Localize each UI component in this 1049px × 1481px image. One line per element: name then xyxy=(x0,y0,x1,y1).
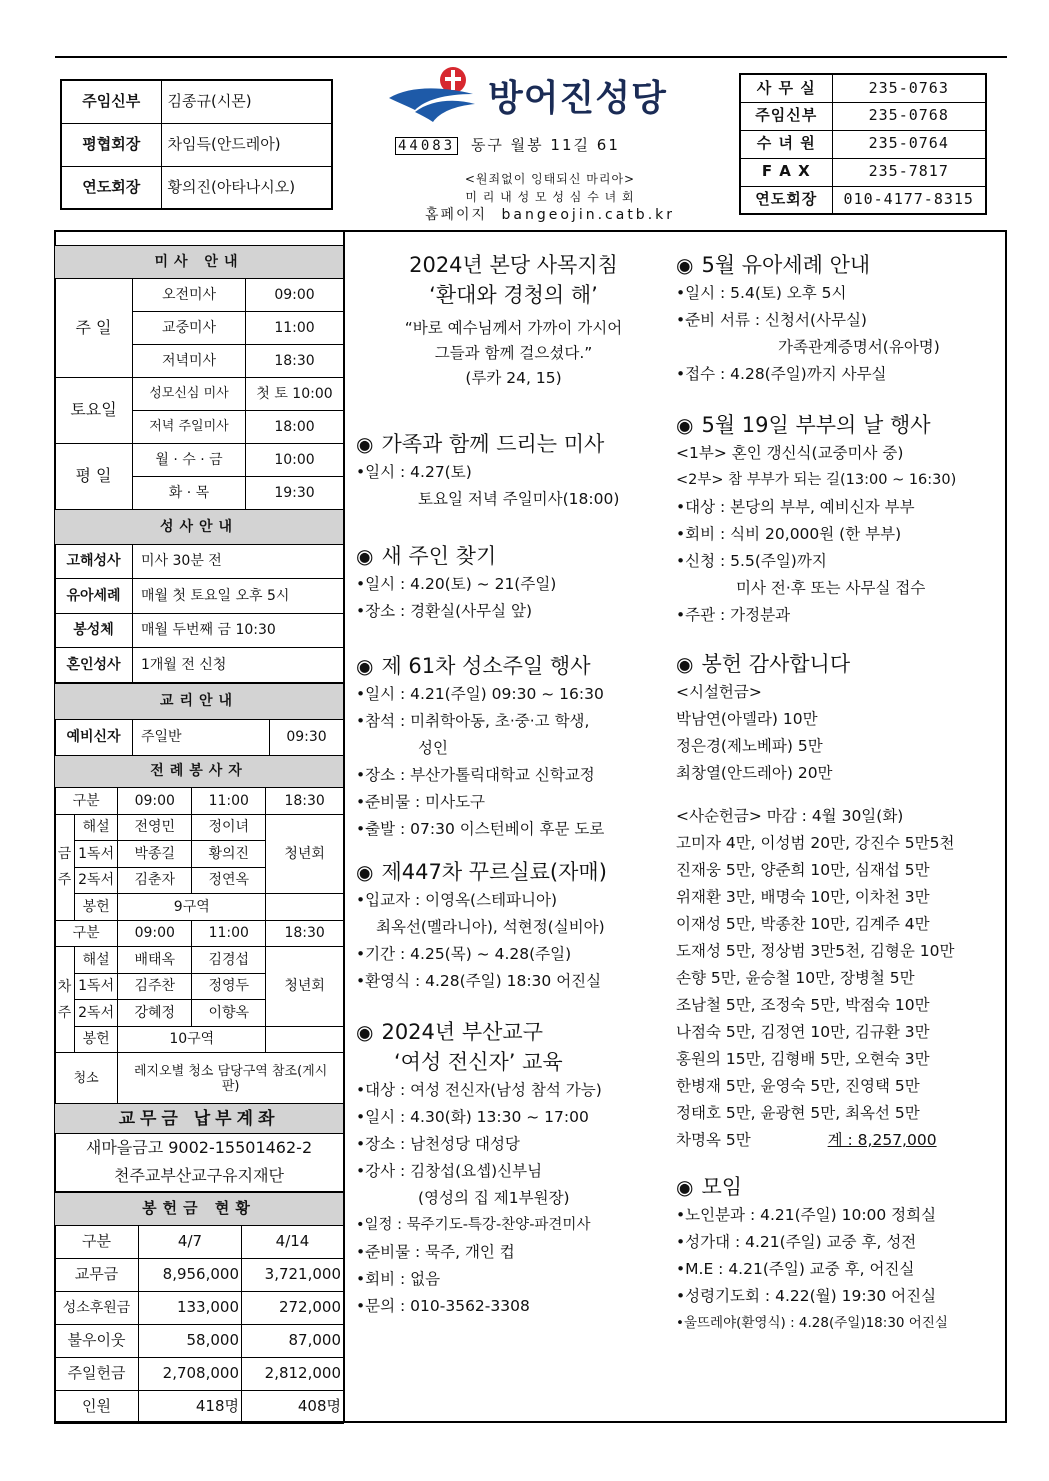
mass-time: 첫 토 10:00 xyxy=(246,378,344,411)
cursillo-title: 제447차 꾸르실료(자매) xyxy=(381,860,607,884)
server-name: 김춘자 xyxy=(118,867,192,894)
mass-time: 18:30 xyxy=(246,345,344,378)
donor-line: 나점숙 5만, 김정연 10만, 김규환 3만 xyxy=(676,1023,930,1041)
donor-line: 진재웅 5만, 양준희 10만, 심재섭 5만 xyxy=(676,861,930,879)
donor-line: 고미자 4만, 이성범 20만, 강진수 5만5천 xyxy=(676,834,955,852)
blank-cell xyxy=(266,894,344,921)
offerings-header: 구분 xyxy=(55,1226,139,1259)
vocation-line: •참석 : 미취학아동, 초·중·고 학생, xyxy=(356,712,590,730)
contact-label: 사 무 실 xyxy=(740,74,832,102)
bank-account: 새마을금고 9002-15501462-2 xyxy=(85,1138,313,1157)
cleaning-text: 레지오별 청소 담당구역 참조(게시판) xyxy=(118,1053,344,1107)
family-mass-line: •일시 : 4.27(토) xyxy=(356,463,472,481)
contact-number: 010-4177-8315 xyxy=(832,186,986,214)
offering-amount: 87,000 xyxy=(242,1325,344,1358)
meeting-line: •노인분과 : 4.21(주일) 10:00 정희실 xyxy=(676,1206,937,1224)
servers-col-label: 구분 xyxy=(55,788,118,815)
education-line: •일시 : 4.30(화) 13:30 ~ 17:00 xyxy=(356,1108,589,1126)
mass-name: 저녁 주일미사 xyxy=(133,411,246,444)
mass-name: 월 · 수 · 금 xyxy=(133,444,246,477)
sacrament-label: 봉성체 xyxy=(55,613,133,648)
donor-line: 정태호 5만, 윤광현 5만, 최옥선 5만 xyxy=(676,1104,920,1122)
doctrine-label: 예비신자 xyxy=(55,720,133,756)
couples-day-line: 미사 전·후 또는 사무실 접수 xyxy=(736,579,926,597)
education-heading xyxy=(356,1017,671,1047)
education-line: (영성의 집 제1부원장) xyxy=(418,1189,570,1207)
servers-title: 전례봉사자 xyxy=(55,756,344,788)
contact-label: 수 녀 원 xyxy=(740,130,832,158)
middle-column xyxy=(356,250,671,1320)
church-logo-icon xyxy=(385,64,485,130)
blank-cell xyxy=(266,1026,344,1053)
server-name: 전영민 xyxy=(118,814,192,841)
offerings-header: 4/14 xyxy=(242,1226,344,1259)
cleaning-label: 청소 xyxy=(55,1053,118,1107)
vocation-title: 제 61차 성소주일 행사 xyxy=(381,654,591,678)
mass-day: 주 일 xyxy=(55,279,133,378)
thanks-title: 봉헌 감사합니다 xyxy=(701,652,851,676)
server-name: 김경섭 xyxy=(192,947,266,974)
mass-name: 오전미사 xyxy=(133,279,246,312)
mass-title: 미사 안내 xyxy=(55,246,344,279)
servers-time: 11:00 xyxy=(192,920,266,947)
mass-time: 10:00 xyxy=(246,444,344,477)
sacrament-label: 고해성사 xyxy=(55,544,133,579)
servers-time: 18:30 xyxy=(266,920,344,947)
mass-time: 18:00 xyxy=(246,411,344,444)
server-role: 해설 xyxy=(75,814,118,841)
address-line xyxy=(395,134,620,155)
offering-category: 성소후원금 xyxy=(55,1292,139,1325)
baptism-line: •접수 : 4.28(주일)까지 사무실 xyxy=(676,365,887,383)
staff-label: 연도회장 xyxy=(61,166,161,209)
right-column xyxy=(676,250,1001,1337)
bullet-icon: ◉ xyxy=(356,432,374,456)
education-title: 2024년 부산교구 xyxy=(381,1020,544,1044)
education-line: •대상 : 여성 전신자(남성 참석 가능) xyxy=(356,1081,602,1099)
donor-last-line xyxy=(676,1127,1001,1154)
donor-line: 박남연(아델라) 10만 xyxy=(676,710,818,728)
server-role: 2독서 xyxy=(75,1000,118,1027)
baptism-line: •일시 : 5.4(토) 오후 5시 xyxy=(676,284,847,302)
bank-account-box xyxy=(54,1103,344,1192)
cursillo-line: •입교자 : 이영옥(스테파니아) xyxy=(356,891,558,909)
staff-label: 주임신부 xyxy=(61,80,161,123)
education-line: •장소 : 남천성당 대성당 xyxy=(356,1135,520,1153)
doctrine-time: 09:30 xyxy=(270,720,344,756)
server-name: 이향옥 xyxy=(192,1000,266,1027)
meeting-line: •성령기도회 : 4.22(월) 19:30 어진실 xyxy=(676,1287,937,1305)
staff-label: 평협회장 xyxy=(61,123,161,166)
donor-line: 이재성 5만, 박종찬 10만, 김계주 4만 xyxy=(676,915,930,933)
cursillo-line: 최옥선(멜라니아), 석현정(실비아) xyxy=(376,918,605,936)
couples-day-line: •회비 : 식비 20,000원 (한 부부) xyxy=(676,525,902,543)
homepage-label: 홈페이지 xyxy=(424,207,488,223)
doctrine-title: 교리안내 xyxy=(55,684,344,720)
offering-amount: 8,956,000 xyxy=(139,1259,242,1292)
donor-line: 조남철 5만, 조정숙 5만, 박점숙 10만 xyxy=(676,996,930,1014)
homepage-link[interactable]: bangeojin.catb.kr xyxy=(501,207,676,223)
education-line: •문의 : 010-3562-3308 xyxy=(356,1297,530,1315)
bullet-icon: ◉ xyxy=(356,860,374,884)
couples-day-title: 5월 19일 부부의 날 행사 xyxy=(701,413,931,437)
facility-label: <시설헌금> xyxy=(676,683,762,701)
server-name: 김주찬 xyxy=(118,973,192,1000)
mass-name: 화 · 목 xyxy=(133,477,246,510)
next-week-label: 차주 xyxy=(55,947,75,1053)
new-owner-title: 새 주인 찾기 xyxy=(381,544,497,568)
thanks-heading xyxy=(676,649,1001,679)
quote-ref: (루카 24, 15) xyxy=(465,369,562,387)
lent-offering-label: <사순헌금> 마감 : 4월 30일(화) xyxy=(676,807,904,825)
contact-number: 235-0763 xyxy=(832,74,986,102)
vocation-line: •장소 : 부산가톨릭대학교 신학교정 xyxy=(356,766,595,784)
education-line: •준비물 : 묵주, 개인 컵 xyxy=(356,1243,515,1261)
family-mass-heading xyxy=(356,429,671,459)
server-role: 2독서 xyxy=(75,867,118,894)
this-week-label: 금주 xyxy=(55,814,75,920)
offering-amount: 2,812,000 xyxy=(242,1358,344,1391)
header-rule xyxy=(55,56,1007,58)
sacrament-title: 성사안내 xyxy=(55,510,344,545)
mass-day: 평 일 xyxy=(55,444,133,510)
baptism-line: •준비 서류 : 신청서(사무실) xyxy=(676,311,867,329)
cursillo-line: •환영식 : 4.28(주일) 18:30 어진실 xyxy=(356,972,602,990)
vocation-line: •출발 : 07:30 이스턴베이 후문 도로 xyxy=(356,820,605,838)
servers-time: 09:00 xyxy=(118,788,192,815)
donor-line: 홍원의 15만, 김형배 5만, 오현숙 3만 xyxy=(676,1050,930,1068)
servers-time: 09:00 xyxy=(118,920,192,947)
couples-day-line: •주관 : 가정분과 xyxy=(676,606,791,624)
contact-number: 235-0768 xyxy=(832,102,986,130)
quote-line: 그들과 함께 걸으셨다.” xyxy=(434,344,593,362)
education-line: •일정 : 묵주기도-특강-찬양-파견미사 xyxy=(356,1217,591,1233)
offerings-header: 4/7 xyxy=(139,1226,242,1259)
address-text: 동구 월봉 11길 61 xyxy=(470,136,620,154)
doctrine-table xyxy=(54,683,344,756)
motto-line: 미 리 내 성 모 성 심 수 녀 회 xyxy=(465,190,635,204)
quote-line: “바로 예수님께서 가까이 가시어 xyxy=(404,319,623,337)
scripture-quote xyxy=(356,316,671,391)
new-owner-line: •장소 : 경환실(사무실 앞) xyxy=(356,602,532,620)
homepage-line xyxy=(380,206,720,224)
postal-code: 44083 xyxy=(395,137,458,155)
bank-title: 교무금 납부계좌 xyxy=(55,1104,343,1134)
bullet-icon: ◉ xyxy=(676,1175,694,1199)
meetings-title: 모임 xyxy=(701,1175,743,1199)
staff-value: 차임득(안드레아) xyxy=(161,123,332,166)
donation-total: 계 : 8,257,000 xyxy=(827,1131,937,1149)
motto-block xyxy=(380,170,720,224)
mass-name: 교중미사 xyxy=(133,312,246,345)
couples-day-line: <1부> 혼인 갱신식(교중미사 중) xyxy=(676,444,904,462)
server-name: 정영두 xyxy=(192,973,266,1000)
servers-col-label: 구분 xyxy=(55,920,118,947)
pastoral-title: 2024년 본당 사목지침 xyxy=(409,253,618,277)
offering-category: 인원 xyxy=(55,1391,139,1424)
offering-category: 불우이웃 xyxy=(55,1325,139,1358)
couples-day-line: <2부> 참 부부가 되는 길(13:00 ~ 16:30) xyxy=(676,472,957,488)
meeting-line: •M.E : 4.21(주일) 교중 후, 어진실 xyxy=(676,1260,915,1278)
servers-time: 11:00 xyxy=(192,788,266,815)
servers-time: 18:30 xyxy=(266,788,344,815)
offerings-title: 봉헌금 현황 xyxy=(55,1193,344,1226)
baptism-title: 5월 유아세례 안내 xyxy=(701,253,871,277)
server-name: 박종길 xyxy=(118,841,192,868)
cursillo-line: •기간 : 4.25(목) ~ 4.28(주일) xyxy=(356,945,572,963)
vocation-line: •준비물 : 미사도구 xyxy=(356,793,486,811)
offering-amount: 2,708,000 xyxy=(139,1358,242,1391)
mass-time: 19:30 xyxy=(246,477,344,510)
server-name: 배태옥 xyxy=(118,947,192,974)
donor-line: 도재성 5만, 정상범 3만5천, 김형운 10만 xyxy=(676,942,955,960)
server-role: 해설 xyxy=(75,947,118,974)
mass-schedule-table xyxy=(54,245,344,510)
offering-district: 10구역 xyxy=(118,1026,266,1053)
contact-label: 연도회장 xyxy=(740,186,832,214)
contact-number: 235-7817 xyxy=(832,158,986,186)
church-name: 방어진성당 xyxy=(488,78,667,119)
youth-group: 청년회 xyxy=(266,814,344,894)
contact-label: F A X xyxy=(740,158,832,186)
server-name: 정연옥 xyxy=(192,867,266,894)
pastoral-subtitle: ‘환대와 경청의 해’ xyxy=(429,283,598,307)
mass-name: 성모신심 미사 xyxy=(133,378,246,411)
bullet-icon: ◉ xyxy=(356,1020,374,1044)
donor-line: 차명옥 5만 xyxy=(676,1131,751,1149)
bank-holder: 천주교부산교구유지재단 xyxy=(113,1166,285,1185)
mass-time: 11:00 xyxy=(246,312,344,345)
donor-line: 한병재 5만, 윤영숙 5만, 진영택 5만 xyxy=(676,1077,920,1095)
sacrament-label: 혼인성사 xyxy=(55,648,133,683)
education-line: •회비 : 없음 xyxy=(356,1270,441,1288)
doctrine-class: 주일반 xyxy=(133,720,270,756)
offering-amount: 58,000 xyxy=(139,1325,242,1358)
offering-category: 교무금 xyxy=(55,1259,139,1292)
offering-amount: 418명 xyxy=(139,1391,242,1424)
offering-amount: 3,721,000 xyxy=(242,1259,344,1292)
staff-table xyxy=(60,79,333,210)
server-name: 황의진 xyxy=(192,841,266,868)
offering-amount: 133,000 xyxy=(139,1292,242,1325)
meeting-line: •성가대 : 4.21(주일) 교중 후, 성전 xyxy=(676,1233,917,1251)
donor-line: 정은경(제노베파) 5만 xyxy=(676,737,823,755)
baptism-heading xyxy=(676,250,1001,280)
vocation-line: •일시 : 4.21(주일) 09:30 ~ 16:30 xyxy=(356,685,604,703)
server-role: 1독서 xyxy=(75,841,118,868)
mass-time: 09:00 xyxy=(246,279,344,312)
baptism-line: 가족관계증명서(유아명) xyxy=(778,338,940,356)
donor-line: 최창열(안드레아) 20만 xyxy=(676,764,833,782)
contact-label: 주임신부 xyxy=(740,102,832,130)
family-mass-line: 토요일 저녁 주일미사(18:00) xyxy=(418,490,620,508)
server-role: 봉헌 xyxy=(75,1026,118,1053)
vocation-heading xyxy=(356,651,671,681)
offering-category: 주일헌금 xyxy=(55,1358,139,1391)
new-owner-heading xyxy=(356,541,671,571)
staff-value: 김종규(시몬) xyxy=(161,80,332,123)
sacrament-value: 미사 30분 전 xyxy=(133,544,344,579)
bullet-icon: ◉ xyxy=(356,654,374,678)
mass-day: 토요일 xyxy=(55,378,133,444)
donor-line: 손향 5만, 윤승철 10만, 장병철 5만 xyxy=(676,969,915,987)
sacrament-value: 매월 두번째 금 10:30 xyxy=(133,613,344,648)
server-name: 강혜정 xyxy=(118,1000,192,1027)
couples-day-line: •신청 : 5.5(주일)까지 xyxy=(676,552,827,570)
sacrament-value: 1개월 전 신청 xyxy=(133,648,344,683)
meeting-line: •울뜨레야(환영식) : 4.28(주일)18:30 어진실 xyxy=(676,1315,948,1331)
family-mass-title: 가족과 함께 드리는 미사 xyxy=(381,432,605,456)
staff-value: 황의진(아타나시오) xyxy=(161,166,332,209)
bullet-icon: ◉ xyxy=(676,253,694,277)
liturgy-servers-table xyxy=(54,755,344,1107)
mass-name: 저녁미사 xyxy=(133,345,246,378)
offering-district: 9구역 xyxy=(118,894,266,921)
offerings-table xyxy=(54,1192,344,1424)
meetings-heading xyxy=(676,1172,1001,1202)
bullet-icon: ◉ xyxy=(356,544,374,568)
sacrament-table xyxy=(54,509,344,683)
youth-group: 청년회 xyxy=(266,947,344,1027)
motto-line: <원죄없이 잉태되신 마리아> xyxy=(464,172,636,186)
cursillo-heading xyxy=(356,857,671,887)
sacrament-value: 매월 첫 토요일 오후 5시 xyxy=(133,579,344,614)
new-owner-line: •일시 : 4.20(토) ~ 21(주일) xyxy=(356,575,557,593)
donor-line: 위재환 3만, 배명숙 10만, 이차천 3만 xyxy=(676,888,930,906)
bullet-icon: ◉ xyxy=(676,413,694,437)
server-role: 봉헌 xyxy=(75,894,118,921)
bullet-icon: ◉ xyxy=(676,652,694,676)
vocation-line: 성인 xyxy=(418,739,448,757)
education-subtitle: ‘여성 전신자’ 교육 xyxy=(394,1050,563,1074)
couples-day-line: •대상 : 본당의 부부, 예비신자 부부 xyxy=(676,498,915,516)
sacrament-label: 유아세례 xyxy=(55,579,133,614)
server-role: 1독서 xyxy=(75,973,118,1000)
offering-amount: 272,000 xyxy=(242,1292,344,1325)
contact-table xyxy=(739,73,987,215)
couples-day-heading xyxy=(676,410,1001,440)
offering-amount: 408명 xyxy=(242,1391,344,1424)
contact-number: 235-0764 xyxy=(832,130,986,158)
education-line: •강사 : 김창섭(요셉)신부님 xyxy=(356,1162,543,1180)
server-name: 정이녀 xyxy=(192,814,266,841)
